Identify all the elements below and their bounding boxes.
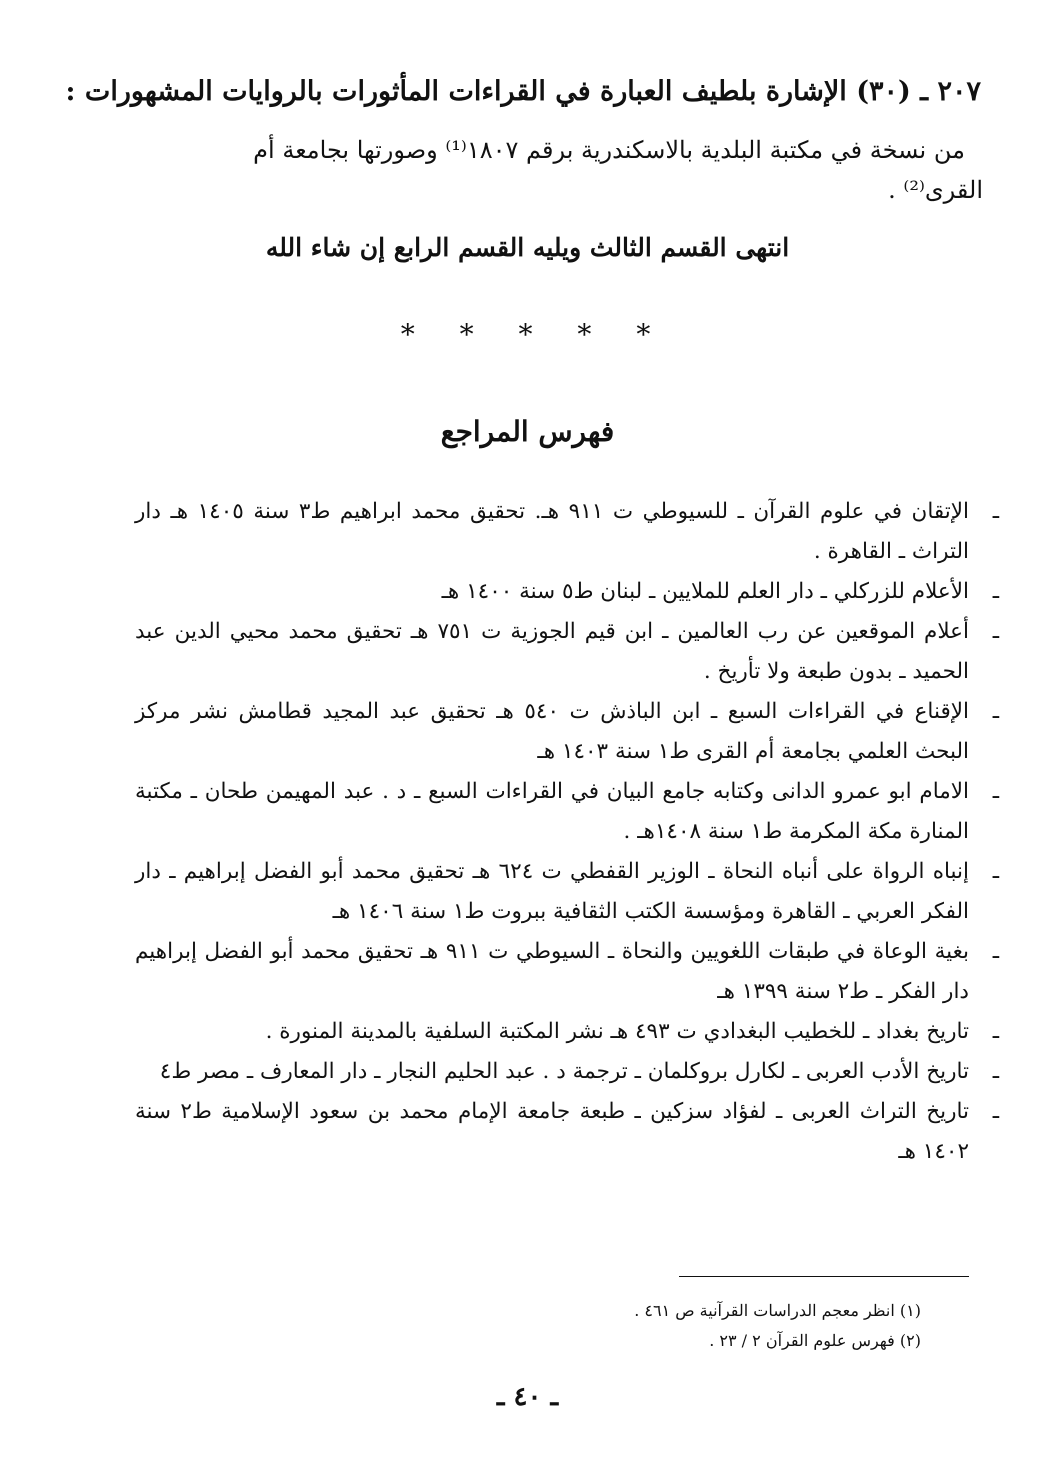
entry-body-line-2: القرى⁽²⁾ .: [888, 176, 983, 204]
reference-item: ـ بغية الوعاة في طبقات اللغويين والنحاة ـ السيوطي ت ٩١١ هـ تحقيق محمد أبو الفضل إبراهيم دار الفكر ـ ط٢ سنة ١٣٩٩ هـ: [135, 932, 969, 1012]
reference-bullet: ـ: [992, 499, 999, 524]
separator-asterisk: *: [577, 318, 596, 351]
references-title: فهرس المراجع: [440, 415, 615, 448]
reference-item: ـ الأعلام للزركلي ـ دار العلم للملايين ـ لبنان ط٥ سنة ١٤٠٠ هـ: [135, 572, 969, 612]
entry-body: [135, 130, 983, 210]
section-end-note: انتهى القسم الثالث ويليه القسم الرابع إن شاء الله: [265, 233, 790, 262]
reference-bullet: ـ: [992, 699, 999, 724]
separator-asterisk: *: [636, 318, 655, 351]
reference-bullet: ـ: [992, 619, 999, 644]
reference-bullet: ـ: [992, 1059, 999, 1084]
reference-item: ـ تاريخ الأدب العربى ـ لكارل بروكلمان ـ ترجمة د . عبد الحليم النجار ـ دار المعارف ـ مصر ط٤: [135, 1052, 969, 1092]
references-list: [135, 492, 999, 1172]
asterisk-separator: [0, 318, 1055, 351]
footnotes: [321, 1296, 921, 1356]
page-number: ـ ٤٠ ـ: [496, 1382, 559, 1412]
footnote-1: (١) انظر معجم الدراسات القرآنية ص ٤٦١ .: [634, 1301, 921, 1320]
footnote-divider: [679, 1276, 969, 1277]
reference-item: ـ تاريخ التراث العربى ـ لفؤاد سزكين ـ طبعة جامعة الإمام محمد بن سعود الإسلامية ط٢ سنة ١٤٠٢ هـ: [135, 1092, 969, 1172]
separator-asterisk: *: [400, 318, 419, 351]
separator-asterisk: *: [518, 318, 537, 351]
reference-bullet: ـ: [992, 939, 999, 964]
separator-asterisk: *: [459, 318, 478, 351]
reference-item: ـ الإقناع في القراءات السبع ـ ابن الباذش ت ٥٤٠ هـ تحقيق عبد المجيد قطامش نشر مركز البحث العلمي بجامعة أم القرى ط١ سنة ١٤٠٣ هـ: [135, 692, 969, 772]
reference-bullet: ـ: [992, 1019, 999, 1044]
entry-heading: ٢٠٧ ـ (٣٠) الإشارة بلطيف العبارة في القراءات المأثورات بالروايات المشهورات :: [65, 76, 981, 107]
reference-item: ـ إنباه الرواة على أنباه النحاة ـ الوزير القفطي ت ٦٢٤ هـ تحقيق محمد أبو الفضل إبراهيم ـ دار الفكر العربي ـ القاهرة ومؤسسة الكتب الثقافية ببروت ط١ سنة ١٤٠٦ هـ: [135, 852, 969, 932]
reference-bullet: ـ: [992, 579, 999, 604]
reference-item: ـ أعلام الموقعين عن رب العالمين ـ ابن قيم الجوزية ت ٧٥١ هـ تحقيق محمد محيي الدين عبد الحميد ـ بدون طبعة ولا تأريخ .: [135, 612, 969, 692]
footnote-2: (٢) فهرس علوم القرآن ٢ / ٢٣ .: [709, 1331, 921, 1350]
reference-bullet: ـ: [992, 779, 999, 804]
reference-bullet: ـ: [992, 859, 999, 884]
entry-body-line-1: من نسخة في مكتبة البلدية بالاسكندرية برقم ١٨٠٧⁽¹⁾ وصورتها بجامعة أم: [253, 136, 965, 164]
reference-bullet: ـ: [992, 1099, 999, 1124]
reference-item: ـ الإتقان في علوم القرآن ـ للسيوطي ت ٩١١ هـ. تحقيق محمد ابراهيم ط٣ سنة ١٤٠٥ هـ دار التراث ـ القاهرة .: [135, 492, 969, 572]
reference-item: ـ الامام ابو عمرو الدانى وكتابه جامع البيان في القراءات السبع ـ د . عبد المهيمن طحان ـ مكتبة المنارة مكة المكرمة ط١ سنة ١٤٠٨هـ .: [135, 772, 969, 852]
reference-item: ـ تاريخ بغداد ـ للخطيب البغدادي ت ٤٩٣ هـ نشر المكتبة السلفية بالمدينة المنورة .: [135, 1012, 969, 1052]
